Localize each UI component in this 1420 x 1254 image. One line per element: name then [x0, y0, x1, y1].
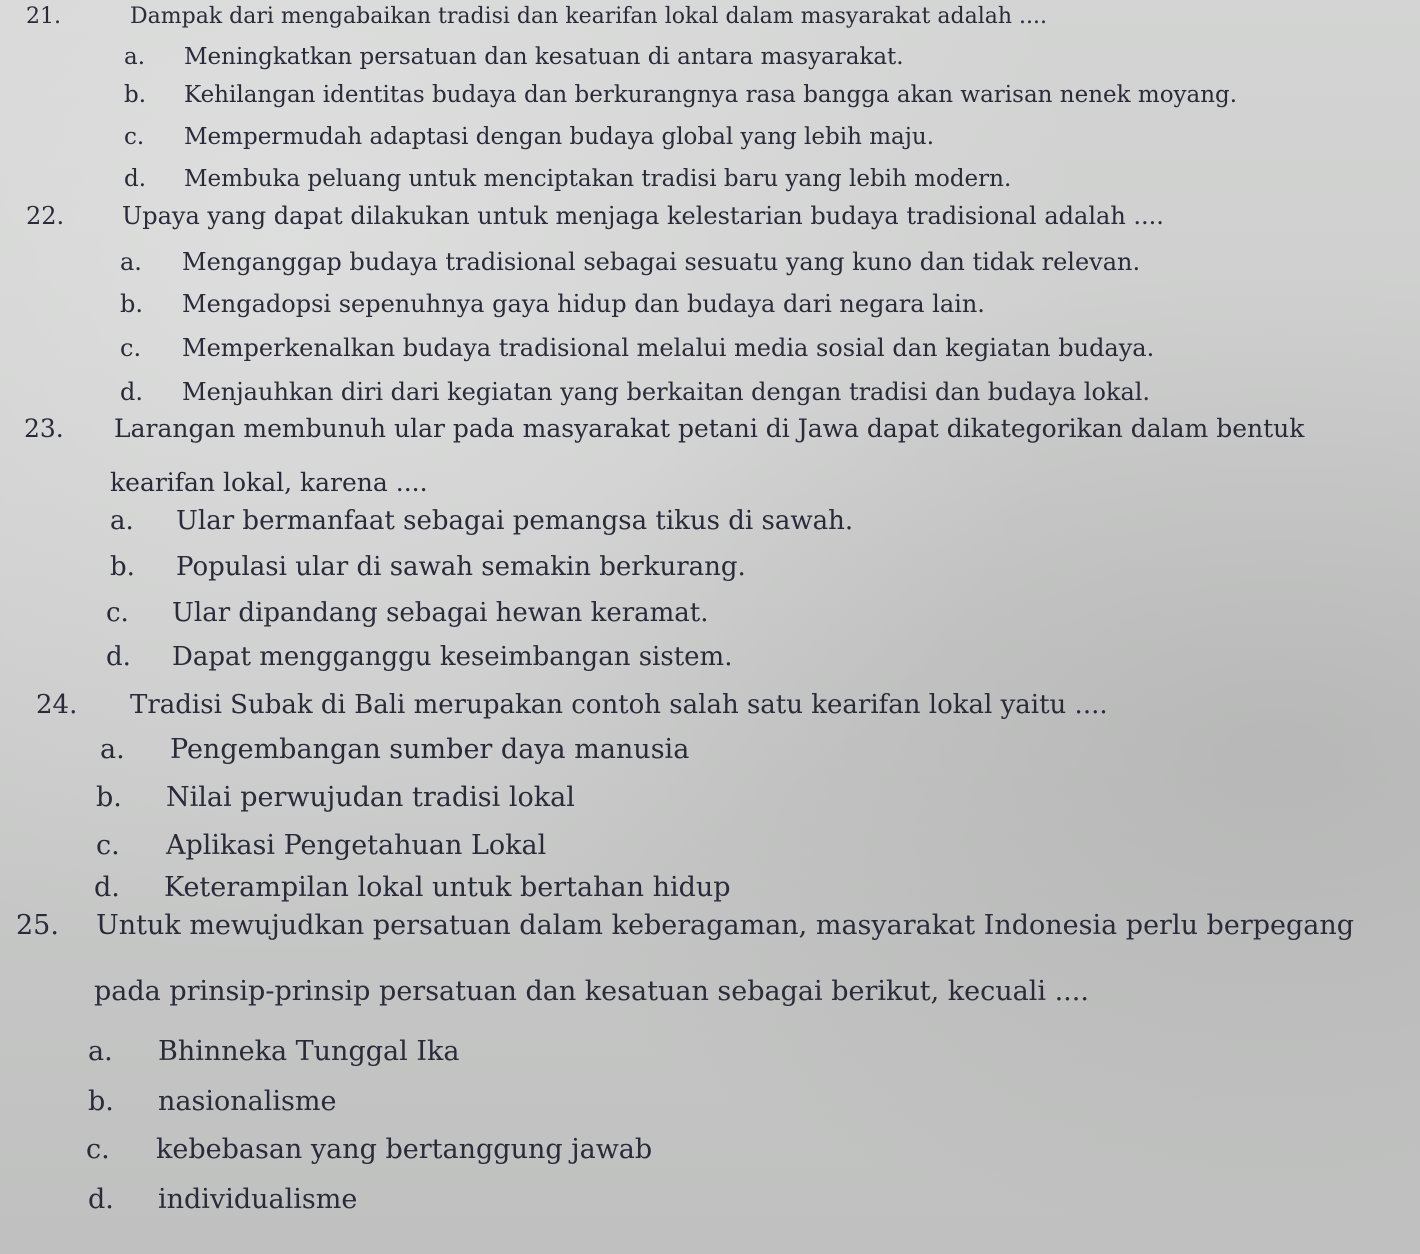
question-25-option-a [88, 1036, 459, 1067]
question-24-option-b [96, 782, 575, 813]
question-23-option-a [110, 506, 853, 536]
question-24-option-d [94, 872, 731, 903]
option-text: Keterampilan lokal untuk bertahan hidup [164, 872, 731, 903]
question-22 [26, 202, 1164, 230]
option-text: Bhinneka Tunggal Ika [158, 1036, 460, 1067]
option-text: Aplikasi Pengetahuan Lokal [166, 830, 547, 861]
option-letter: c. [124, 124, 145, 150]
option-text: Kehilangan identitas budaya dan berkurangnya rasa bangga akan warisan nenek moyang. [184, 82, 1238, 108]
question-text: Larangan membunuh ular pada masyarakat petani di Jawa dapat dikategorikan dalam bentuk [114, 414, 1305, 443]
option-text: Menjauhkan diri dari kegiatan yang berkaitan dengan tradisi dan budaya lokal. [182, 378, 1151, 406]
question-24-option-c [96, 830, 546, 861]
option-text: Mempermudah adaptasi dengan budaya global yang lebih maju. [184, 124, 935, 150]
option-letter: a. [88, 1036, 113, 1067]
question-22-option-a [120, 248, 1140, 276]
option-letter: a. [110, 506, 134, 536]
option-letter: b. [124, 82, 147, 108]
option-letter: d. [88, 1184, 114, 1215]
question-number: 23. [24, 414, 64, 443]
question-number: 22. [26, 202, 65, 230]
option-text: individualisme [158, 1184, 358, 1215]
option-letter: d. [106, 642, 131, 672]
option-letter: d. [124, 166, 147, 192]
question-text: Tradisi Subak di Bali merupakan contoh salah satu kearifan lokal yaitu .... [130, 690, 1108, 720]
option-letter: c. [120, 334, 142, 362]
option-text: Pengembangan sumber daya manusia [170, 734, 690, 765]
option-letter: a. [100, 734, 125, 765]
option-text: Memperkenalkan budaya tradisional melalui media sosial dan kegiatan budaya. [182, 334, 1155, 362]
question-23-option-c [106, 598, 709, 628]
option-text: Ular dipandang sebagai hewan keramat. [172, 598, 709, 628]
question-21 [26, 4, 1047, 29]
question-25-option-d [88, 1184, 357, 1215]
option-text: Ular bermanfaat sebagai pemangsa tikus di sawah. [176, 506, 854, 536]
option-text: Membuka peluang untuk menciptakan tradisi baru yang lebih modern. [184, 166, 1012, 192]
question-21-option-a [124, 44, 904, 70]
option-letter: b. [120, 290, 143, 318]
question-22-option-c [120, 334, 1154, 362]
option-text: Meningkatkan persatuan dan kesatuan di antara masyarakat. [184, 44, 904, 70]
question-22-option-d [120, 378, 1150, 406]
question-22-option-b [120, 290, 985, 318]
option-letter: b. [88, 1086, 114, 1117]
option-letter: a. [124, 44, 146, 70]
question-25-option-c [86, 1134, 652, 1165]
option-text: nasionalisme [158, 1086, 337, 1117]
option-letter: d. [94, 872, 120, 903]
option-letter: c. [86, 1134, 110, 1165]
question-24-option-a [100, 734, 689, 765]
question-25-text-continued: pada prinsip-prinsip persatuan dan kesatuan sebagai berikut, kecuali .... [94, 976, 1089, 1007]
question-24 [36, 690, 1108, 720]
question-23-text-continued: kearifan lokal, karena .... [110, 468, 428, 497]
question-25 [16, 910, 1354, 941]
option-text: Mengadopsi sepenuhnya gaya hidup dan budaya dari negara lain. [182, 290, 985, 318]
option-text: Dapat mengganggu keseimbangan sistem. [172, 642, 733, 672]
question-number: 25. [16, 910, 59, 941]
question-text: Upaya yang dapat dilakukan untuk menjaga kelestarian budaya tradisional adalah .... [122, 202, 1164, 230]
option-text: Nilai perwujudan tradisi lokal [166, 782, 575, 813]
question-number: 24. [36, 690, 78, 720]
question-21-option-d [124, 166, 1011, 192]
question-21-option-c [124, 124, 934, 150]
option-letter: c. [96, 830, 120, 861]
question-23 [24, 414, 1304, 443]
option-text: Menganggap budaya tradisional sebagai sesuatu yang kuno dan tidak relevan. [182, 248, 1141, 276]
option-text: Populasi ular di sawah semakin berkurang. [176, 552, 746, 582]
option-letter: a. [120, 248, 142, 276]
question-text: Untuk mewujudkan persatuan dalam keberagaman, masyarakat Indonesia perlu berpegang [96, 910, 1355, 941]
option-letter: b. [96, 782, 122, 813]
question-25-option-b [88, 1086, 336, 1117]
question-23-option-b [110, 552, 746, 582]
question-number: 21. [26, 4, 61, 29]
option-text: kebebasan yang bertanggung jawab [156, 1134, 653, 1165]
option-letter: b. [110, 552, 135, 582]
question-21-option-b [124, 82, 1237, 108]
question-23-option-d [106, 642, 732, 672]
option-letter: c. [106, 598, 129, 628]
question-text: Dampak dari mengabaikan tradisi dan kearifan lokal dalam masyarakat adalah .... [130, 4, 1047, 29]
option-letter: d. [120, 378, 143, 406]
